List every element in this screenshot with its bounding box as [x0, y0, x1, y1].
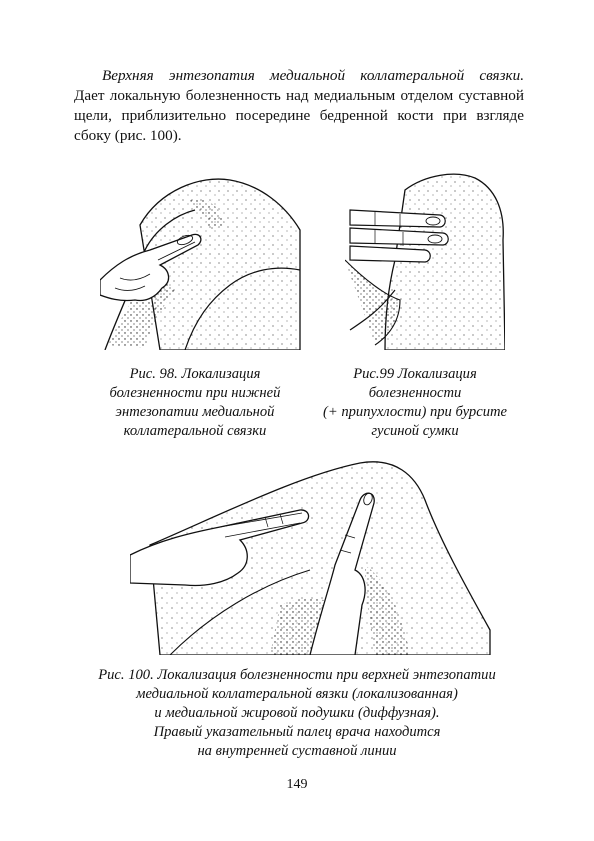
paragraph-body: Дает локальную болезненность над медиальным отделом суставной щели, приблизительно посередине бедренной кости при взгляде сбоку (рис. 100). [74, 87, 524, 144]
caption-line: на внутренней суставной линии [197, 743, 397, 759]
figure-98-drawing [100, 170, 310, 350]
figure-100-caption [40, 666, 554, 761]
paragraph-lead: Верхняя энтезопатия медиальной коллатеральной связки. [102, 67, 524, 84]
figure-99-drawing [345, 170, 505, 350]
caption-line: Рис. 100. Локализация болезненности при верхней энтезопатии [98, 667, 496, 683]
body-paragraph [74, 66, 524, 146]
figure-100-drawing [130, 455, 500, 655]
caption-line: (+ припухлости) при бурсите [322, 404, 508, 420]
caption-line: болезненности [368, 385, 462, 401]
figure-99-illustration [345, 170, 505, 350]
caption-line: Рис.99 Локализация [353, 366, 477, 382]
caption-line: гусиной сумки [371, 423, 459, 439]
caption-line: Рис. 98. Локализация [129, 366, 261, 382]
caption-line: и медиальной жировой подушки (диффузная). [154, 705, 440, 721]
caption-line: медиальной коллатеральной вязки (локализованная) [136, 686, 458, 702]
figure-100-illustration [130, 455, 500, 655]
figure-98-illustration [100, 170, 310, 350]
caption-line: коллатеральной связки [123, 423, 267, 439]
caption-line: энтезопатии медиальной [115, 404, 275, 420]
caption-line: болезненности при нижней [109, 385, 281, 401]
caption-line: Правый указательный палец врача находится [153, 724, 441, 740]
figure-99-caption [310, 365, 520, 441]
page-number: 149 [286, 777, 308, 792]
figure-98-caption [90, 365, 300, 441]
